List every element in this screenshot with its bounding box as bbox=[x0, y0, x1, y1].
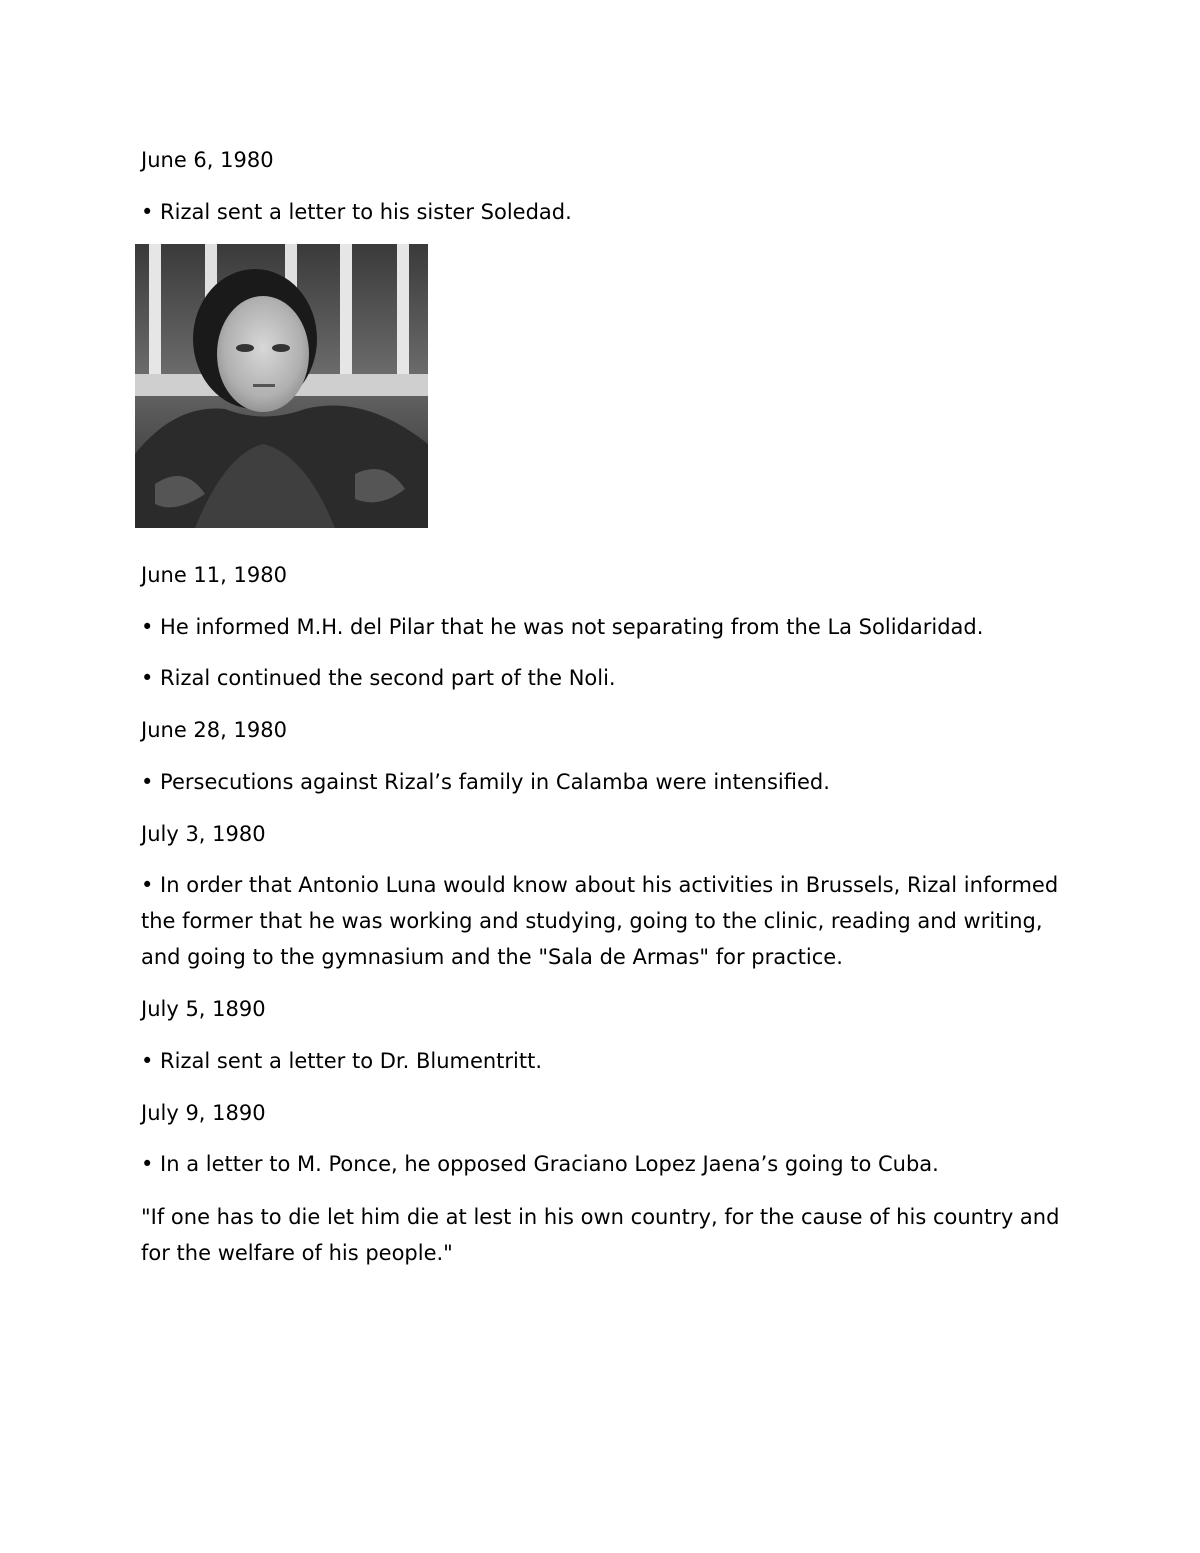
entry-item: • He informed M.H. del Pilar that he was not separating from the La Solidaridad. bbox=[141, 615, 984, 639]
entry-date: June 6, 1980 bbox=[141, 148, 274, 172]
entry-item: • Rizal sent a letter to Dr. Blumentritt. bbox=[141, 1049, 543, 1073]
entry-date: July 3, 1980 bbox=[141, 822, 266, 846]
entry-date: June 28, 1980 bbox=[141, 718, 287, 742]
entry-date: July 9, 1890 bbox=[141, 1101, 266, 1125]
quote-text: "If one has to die let him die at lest in his own country, for the cause of his country and for the welfare of his people." bbox=[141, 1205, 1060, 1265]
entry-item: • Persecutions against Rizal’s family in Calamba were intensified. bbox=[141, 770, 830, 794]
entry-item: • Rizal continued the second part of the Noli. bbox=[141, 666, 616, 690]
portrait-photo bbox=[135, 244, 428, 528]
entry-date: June 11, 1980 bbox=[141, 563, 287, 587]
entry-date: July 5, 1890 bbox=[141, 997, 266, 1021]
entry-item: • Rizal sent a letter to his sister Soledad. bbox=[141, 200, 572, 224]
entry-item: • In order that Antonio Luna would know about his activities in Brussels, Rizal informed the former that he was working and studying, going to the clinic, reading and writing, and going to the gymnasium and the "Sala de Armas" for practice. bbox=[141, 873, 1059, 969]
portrait-image bbox=[135, 244, 428, 528]
entry-item: • In a letter to M. Ponce, he opposed Graciano Lopez Jaena’s going to Cuba. bbox=[141, 1152, 939, 1176]
